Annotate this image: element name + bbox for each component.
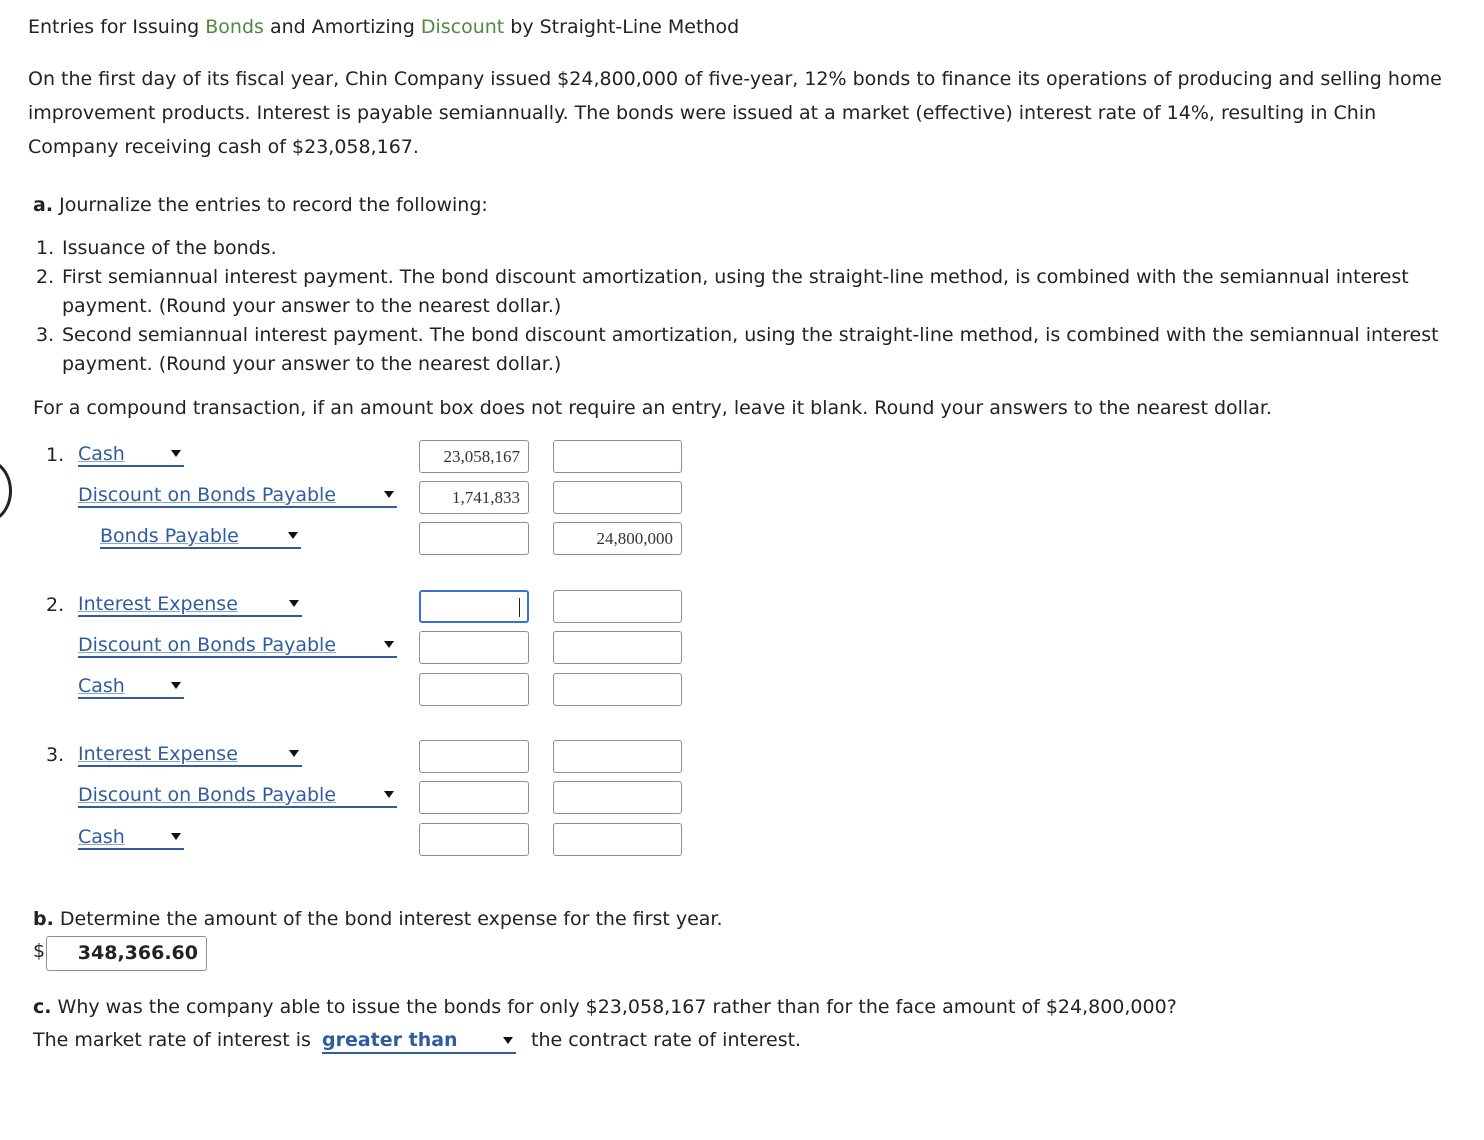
text-cursor bbox=[519, 598, 520, 617]
part-b-heading bbox=[33, 908, 723, 930]
debit-input[interactable] bbox=[419, 590, 529, 623]
credit-input[interactable] bbox=[553, 673, 682, 706]
debit-input[interactable] bbox=[419, 631, 529, 664]
title-middle: and Amortizing bbox=[263, 16, 421, 38]
requirement-number: 2. bbox=[36, 266, 55, 288]
requirement-text: Issuance of the bonds. bbox=[62, 237, 277, 259]
problem-intro: On the first day of its fiscal year, Chin Company issued $24,800,000 of five-year, 12% bonds to finance its operations of producing and selling home improvement products. Interest is payable semiannually. The bonds were issued at a market (effective) interest rate of 14%, resulting in Chin Company receiving cash of $23,058,167. bbox=[28, 68, 1442, 158]
credit-input[interactable] bbox=[553, 781, 682, 814]
dropdown-arrow-icon bbox=[288, 532, 298, 539]
account-select-value: Discount on Bonds Payable bbox=[78, 634, 337, 656]
debit-input[interactable] bbox=[419, 740, 529, 773]
debit-input[interactable] bbox=[419, 522, 529, 555]
requirement-number: 3. bbox=[36, 324, 55, 346]
entry-number: 2. bbox=[46, 594, 65, 616]
account-select-value: Cash bbox=[78, 675, 125, 697]
credit-input[interactable] bbox=[553, 590, 682, 623]
part-c-heading bbox=[33, 996, 1177, 1018]
account-select[interactable] bbox=[78, 634, 397, 658]
debit-input[interactable] bbox=[419, 823, 529, 856]
account-select-value: Interest Expense bbox=[78, 593, 238, 615]
requirement-number: 1. bbox=[36, 237, 55, 259]
rate-comparison-value: greater than bbox=[322, 1029, 458, 1051]
account-select-value: Cash bbox=[78, 443, 125, 465]
debit-input[interactable]: 23,058,167 bbox=[419, 440, 529, 473]
requirement-item bbox=[36, 234, 1466, 263]
requirement-item bbox=[36, 263, 1466, 321]
title-prefix: Entries for Issuing bbox=[28, 16, 206, 38]
title-suffix: by Straight-Line Method bbox=[504, 16, 740, 38]
account-select[interactable] bbox=[78, 443, 184, 467]
dropdown-arrow-icon bbox=[384, 491, 394, 498]
credit-input[interactable] bbox=[553, 481, 682, 514]
account-select-value: Interest Expense bbox=[78, 743, 238, 765]
dropdown-arrow-icon bbox=[289, 600, 299, 607]
part-c-answer-prefix: The market rate of interest is bbox=[33, 1029, 311, 1051]
part-b-text: Determine the amount of the bond interest expense for the first year. bbox=[59, 908, 723, 930]
title-link-discount[interactable]: Discount bbox=[420, 16, 505, 38]
account-select[interactable] bbox=[100, 525, 301, 549]
account-select-value: Cash bbox=[78, 826, 125, 848]
requirement-text: Second semiannual interest payment. The bond discount amortization, using the straight-line method, is combined with the semiannual interest payment. (Round your answer to the nearest dollar.) bbox=[62, 324, 1439, 375]
credit-input[interactable]: 24,800,000 bbox=[553, 522, 682, 555]
part-a-text: Journalize the entries to record the following: bbox=[59, 194, 488, 216]
part-c-answer-suffix: the contract rate of interest. bbox=[531, 1029, 802, 1051]
account-select-value: Bonds Payable bbox=[100, 525, 239, 547]
account-select-value: Discount on Bonds Payable bbox=[78, 484, 337, 506]
requirements-list bbox=[36, 234, 1466, 379]
part-a-heading bbox=[33, 194, 488, 216]
rate-comparison-select[interactable] bbox=[322, 1029, 516, 1054]
entry-number: 3. bbox=[46, 744, 65, 766]
credit-input[interactable] bbox=[553, 631, 682, 664]
account-select[interactable] bbox=[78, 743, 302, 767]
part-a-label: a. bbox=[33, 194, 54, 216]
part-b-label: b. bbox=[33, 908, 54, 930]
part-c-text: Why was the company able to issue the bonds for only $23,058,167 rather than for the face amount of $24,800,000? bbox=[57, 996, 1177, 1018]
requirement-item bbox=[36, 321, 1466, 379]
account-select[interactable] bbox=[78, 675, 184, 699]
entry-instructions: For a compound transaction, if an amount box does not require an entry, leave it blank. Round your answers to the nearest dollar. bbox=[33, 397, 1272, 419]
dropdown-arrow-icon bbox=[171, 833, 181, 840]
entry-number: 1. bbox=[46, 444, 65, 466]
currency-symbol: $ bbox=[33, 940, 46, 962]
page-title bbox=[28, 16, 739, 38]
left-edge-arc-decoration bbox=[0, 459, 12, 523]
requirement-text: First semiannual interest payment. The bond discount amortization, using the straight-line method, is combined with the semiannual interest payment. (Round your answer to the nearest dollar.) bbox=[62, 266, 1409, 317]
credit-input[interactable] bbox=[553, 440, 682, 473]
account-select[interactable] bbox=[78, 784, 397, 808]
account-select[interactable] bbox=[78, 484, 397, 508]
account-select-value: Discount on Bonds Payable bbox=[78, 784, 337, 806]
dropdown-arrow-icon bbox=[171, 450, 181, 457]
dropdown-arrow-icon bbox=[171, 682, 181, 689]
credit-input[interactable] bbox=[553, 740, 682, 773]
title-link-bonds[interactable]: Bonds bbox=[205, 16, 264, 38]
credit-input[interactable] bbox=[553, 823, 682, 856]
interest-expense-input[interactable]: 348,366.60 bbox=[46, 936, 207, 971]
dropdown-arrow-icon bbox=[289, 750, 299, 757]
debit-input[interactable]: 1,741,833 bbox=[419, 481, 529, 514]
debit-input[interactable] bbox=[419, 673, 529, 706]
account-select[interactable] bbox=[78, 826, 184, 850]
debit-input[interactable] bbox=[419, 781, 529, 814]
dropdown-arrow-icon bbox=[384, 791, 394, 798]
dropdown-arrow-icon bbox=[384, 641, 394, 648]
account-select[interactable] bbox=[78, 593, 302, 617]
dropdown-arrow-icon bbox=[503, 1037, 513, 1044]
part-c-label: c. bbox=[33, 996, 52, 1018]
